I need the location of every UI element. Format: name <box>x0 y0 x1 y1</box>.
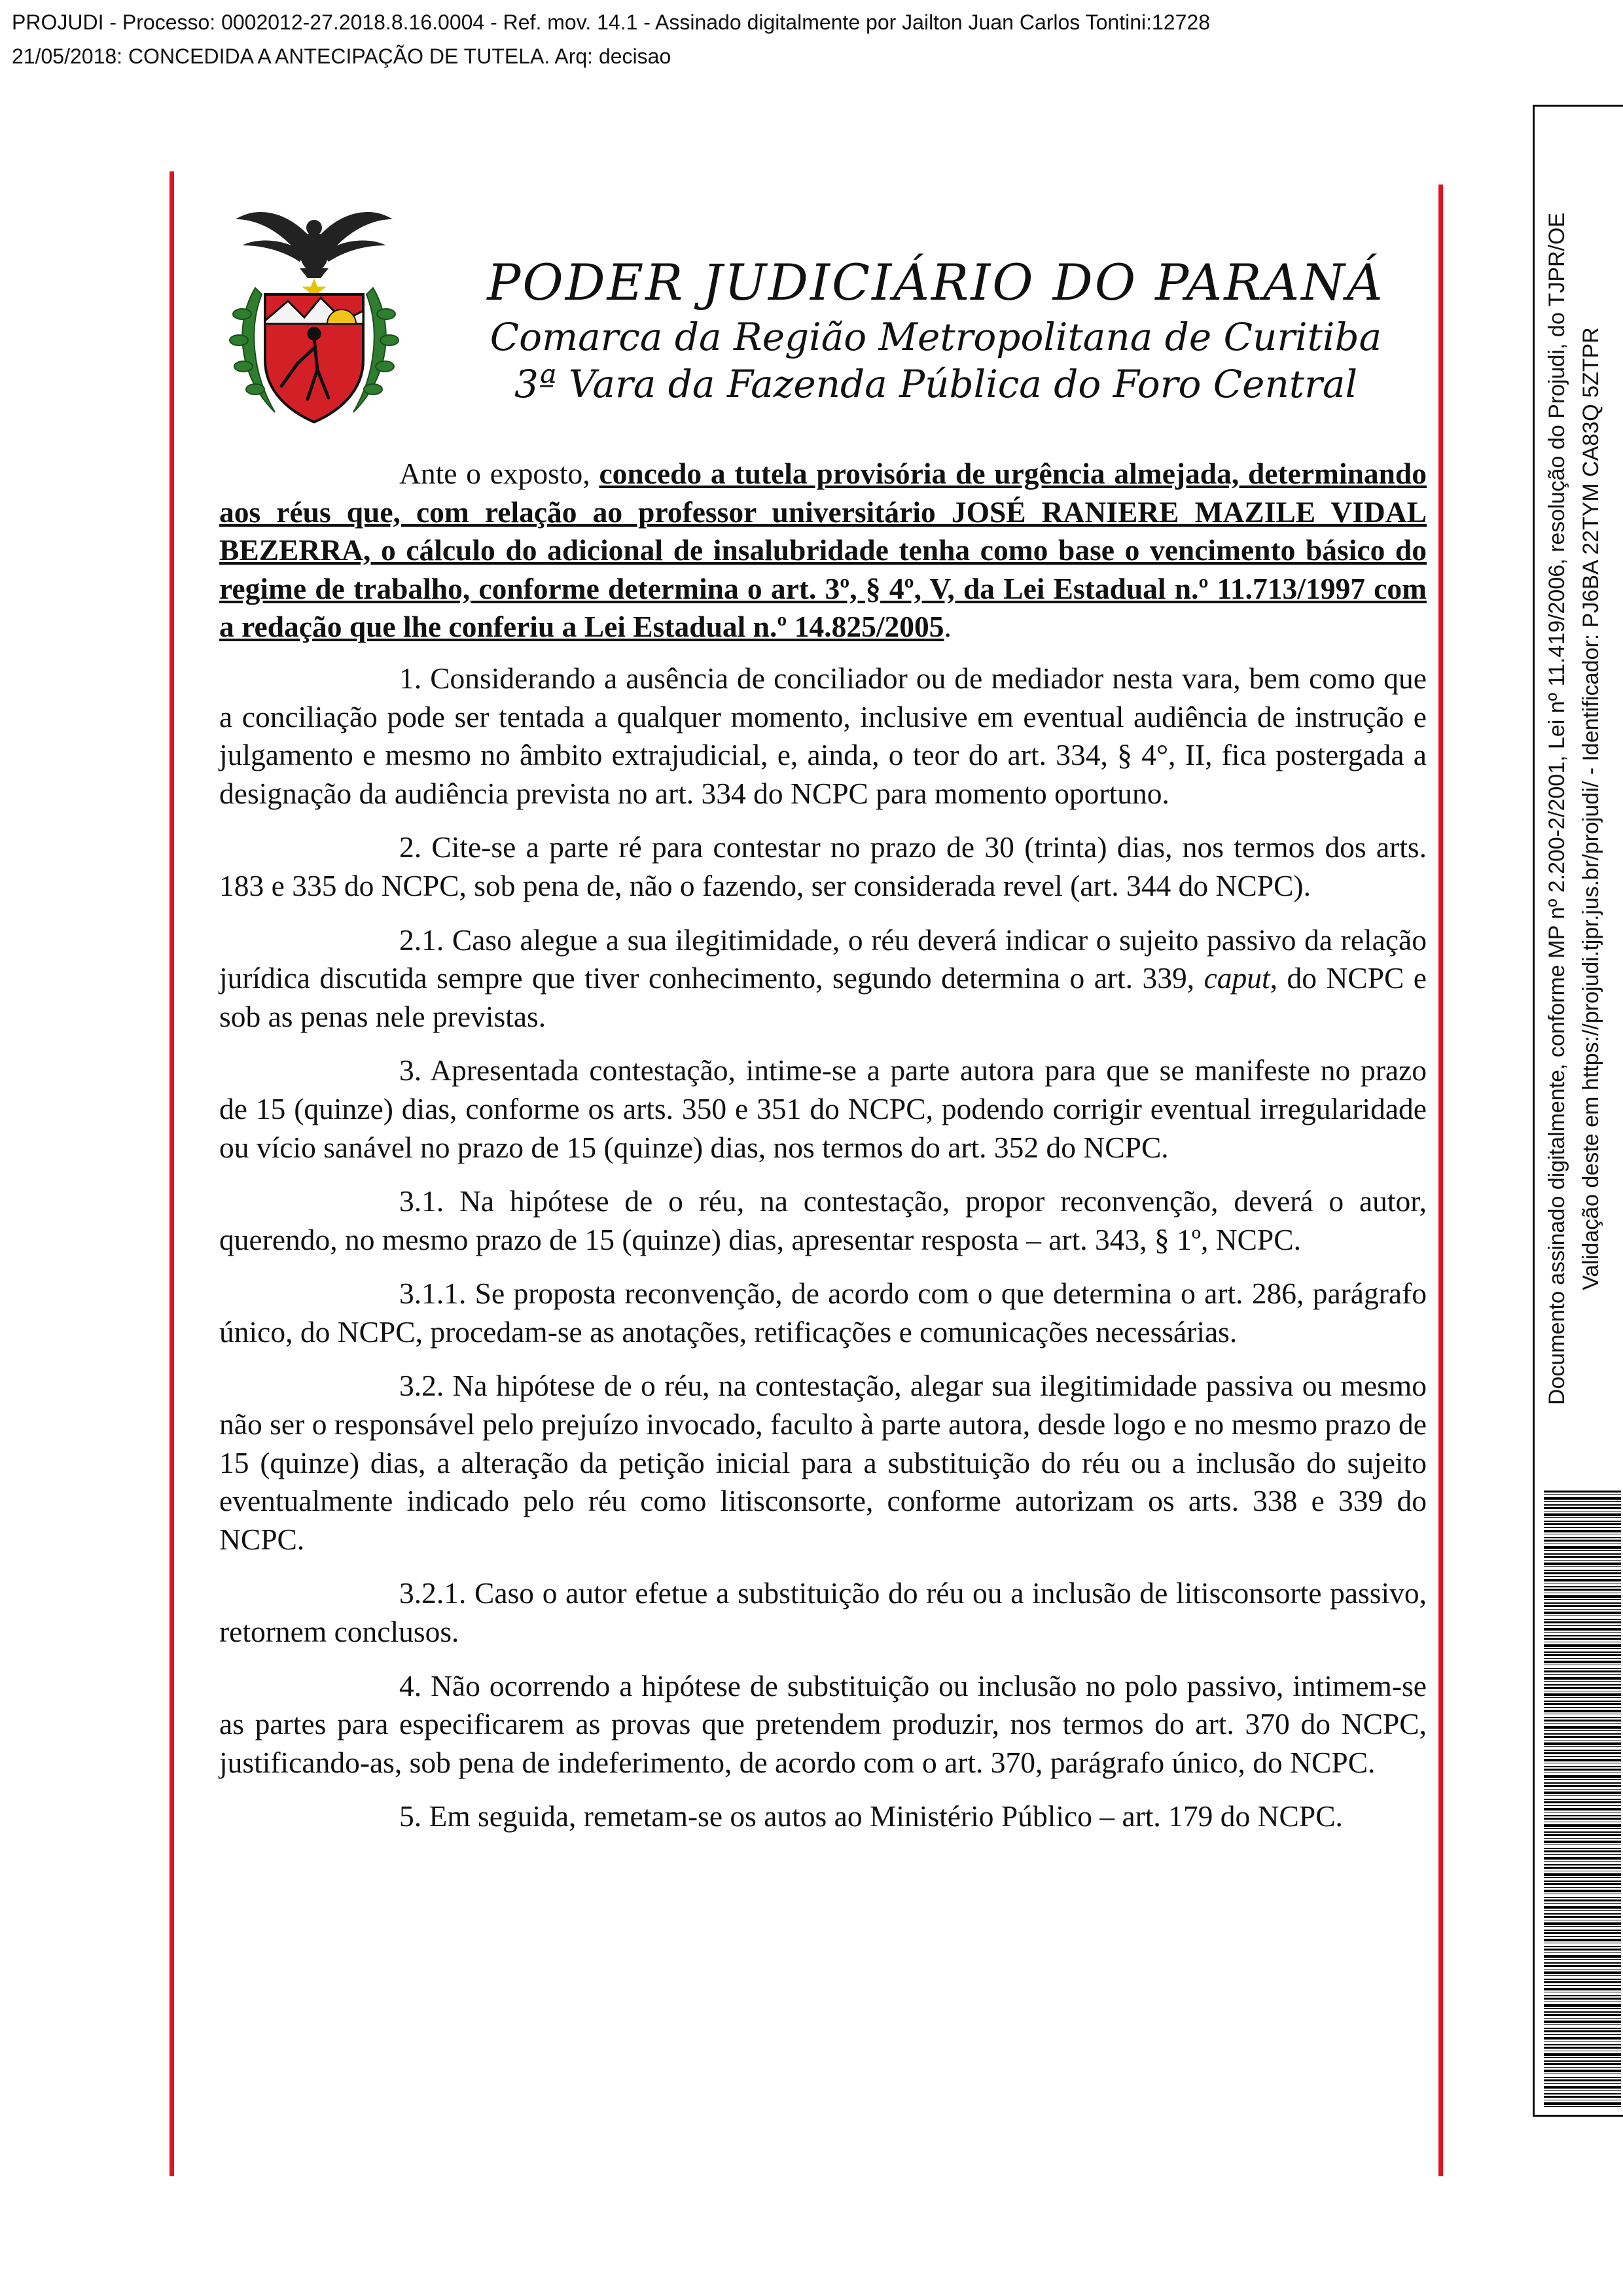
paragraph-2-1-text-a: 2.1. Caso alegue a sua ilegitimidade, o réu deverá indicar o sujeito passivo da relação jurídica discutida sempre que tiver conhecimento, segundo determina o art. 339, <box>219 923 1427 995</box>
dispositive-order: concedo a tutela provisória de urgência almejada, determinando aos réus que, com relação ao professor universitário JOSÉ RANIERE MAZILE VIDAL BEZERRA, o cálculo do adicional de insalubridade tenha como base o vencimento básico do regime de trabalho, conforme determina o art. 3º, § 4º, V, da Lei Estadual n.º 11.713/1997 com a redação que lhe conferiu a Lei Estadual n.º 14.825/2005 <box>219 457 1427 644</box>
paragraph-3-1-1: 3.1.1. Se proposta reconvenção, de acordo com o que determina o art. 286, parágrafo único, do NCPC, procedam-se as anotações, retificações e comunicações necessárias. <box>219 1277 1427 1349</box>
paragraph-4: 4. Não ocorrendo a hipótese de substituição ou inclusão no polo passivo, intimem-se as partes para especificarem as provas que pretendem produzir, nos termos do art. 370 do NCPC, justificando-as, sob pena de indeferimento, de acordo com o art. 370, parágrafo único, do NCPC. <box>219 1669 1427 1779</box>
paragraph-2-1 <box>219 921 1427 1036</box>
stamp-line-1: PROJUDI - Processo: 0002012-27.2018.8.16.0004 - Ref. mov. 14.1 - Assinado digitalmente por Jailton Juan Carlos Tontini:12728 <box>12 10 1210 34</box>
vara-name: 3ª Vara da Fazenda Pública do Foro Central <box>514 362 1358 406</box>
letterhead <box>216 190 1407 432</box>
decision-body <box>219 455 1427 1852</box>
paragraph-3: 3. Apresentada contestação, intime-se a parte autora para que se manifeste no prazo de 15 (quinze) dias, conforme os arts. 350 e 351 do NCPC, podendo corrigir eventual irregularidade ou vício sanável no prazo de 15 (quinze) dias, nos termos do art. 352 do NCPC. <box>219 1053 1427 1164</box>
paragraph-5: 5. Em seguida, remetam-se os autos ao Ministério Público – art. 179 do NCPC. <box>399 1799 1343 1833</box>
paragraph-2-1-text-b: , do NCPC e sob as penas nele previstas. <box>219 961 1427 1033</box>
paragraph-2: 2. Cite-se a parte ré para contestar no prazo de 30 (trinta) dias, nos termos dos arts. 183 e 335 do NCPC, sob pena de, não o fazendo, ser considerada revel (art. 344 do NCPC). <box>219 830 1427 902</box>
paragraph-1: 1. Considerando a ausência de conciliador ou de mediador nesta vara, bem como que a conciliação pode ser tentada a qualquer momento, inclusive em eventual audiência de instrução e julgamento e mesmo no âmbito extrajudicial, e, ainda, o teor do art. 334, § 4°, II, fica postergada a designação da audiência prevista no art. 334 do NCPC para momento oportuno. <box>219 661 1427 810</box>
paragraph-3-2-1: 3.2.1. Caso o autor efetue a substituição do réu ou a inclusão de litisconsorte passivo, retornem conclusos. <box>219 1576 1427 1649</box>
digital-signature-sidebar <box>1533 105 1623 2117</box>
letterhead-titles <box>452 252 1420 408</box>
caput-term: caput <box>1204 961 1270 995</box>
validation-link: Validação deste em https://projudi.tjpr.jus.br/projudi/ - Identificador: PJ6BA 22TYM CA83Q 5ZTPR <box>1578 327 1603 1290</box>
paragraph-3-2: 3.2. Na hipótese de o réu, na contestação, alegar sua ilegitimidade passiva ou mesmo não ser o responsável pelo prejuízo invocado, faculto à parte autora, desde logo e no mesmo prazo de 15 (quinze) dias, a alteração da petição inicial para a substituição do réu ou a inclusão do sujeito eventualmente indicado pelo réu como litisconsorte, conforme autorizam os arts. 338 e 339 do NCPC. <box>219 1369 1427 1556</box>
barcode-icon <box>1544 1491 1621 2109</box>
paragraph-lead: Ante o exposto, <box>399 457 590 490</box>
left-margin-line <box>169 171 174 2176</box>
paragraph-end: . <box>944 610 952 644</box>
comarca-name: Comarca da Região Metropolitana de Curitiba <box>490 315 1382 359</box>
paragraph-3-1: 3.1. Na hipótese de o réu, na contestação, propor reconvenção, deverá o autor, querendo, no mesmo prazo de 15 (quinze) dias, apresentar resposta – art. 343, § 1º, NCPC. <box>219 1184 1427 1256</box>
court-title: PODER JUDICIÁRIO DO PARANÁ <box>487 253 1385 311</box>
signature-validation-text <box>1540 151 1618 1466</box>
stamp-line-2: 21/05/2018: CONCEDIDA A ANTECIPAÇÃO DE TUTELA. Arq: decisao <box>12 44 671 68</box>
parana-coat-of-arms-icon <box>216 190 412 432</box>
paragraph-dispositive <box>219 455 1427 646</box>
signature-stamp <box>12 5 1210 73</box>
signature-notice: Documento assinado digitalmente, conforme MP nº 2.200-2/2001, Lei nº 11.419/2006, resolução do Projudi, do TJPR/OE <box>1544 212 1569 1405</box>
right-margin-line <box>1438 185 1443 2176</box>
